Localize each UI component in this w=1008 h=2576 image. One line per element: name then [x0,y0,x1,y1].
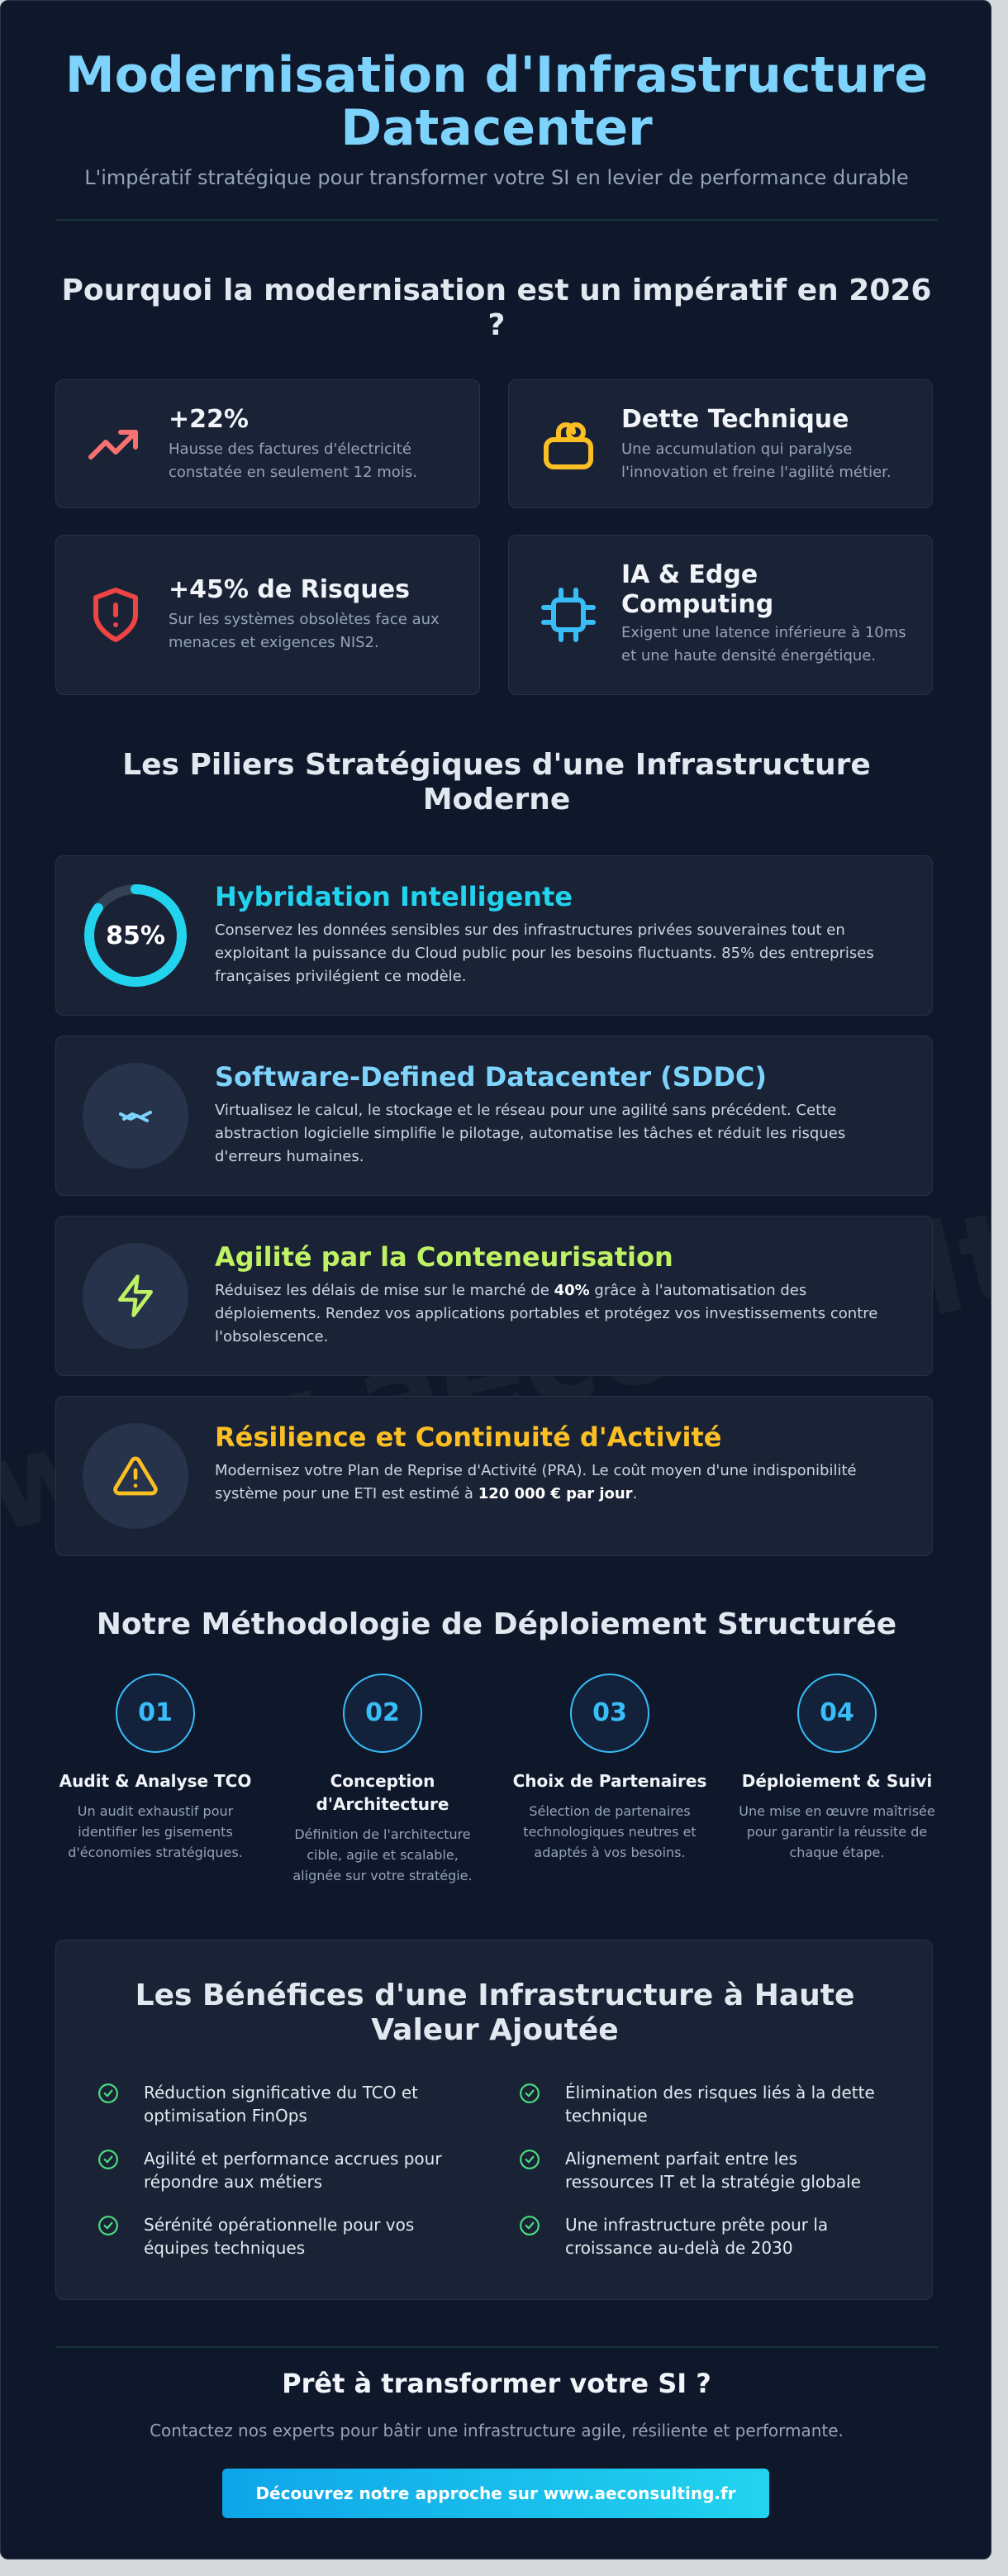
benefits-card [55,1940,933,2300]
step-desc: Un audit exhaustif pour identifier les gisements d'économies stratégiques. [68,1803,243,1860]
check-circle-icon [97,2083,119,2104]
pillar-card-hybrid [55,855,933,1016]
step-title: Déploiement & Suivi [741,1771,933,1791]
section-heading-method: Notre Méthodologie de Déploiement Structurée [96,1607,897,1641]
step-title: Choix de Partenaires [512,1771,707,1791]
step-number: 03 [570,1674,649,1753]
stat-card-tech-debt [508,379,933,508]
desc-highlight: 40% [554,1282,590,1299]
desc-text: grâce à l'automatisation des déploiements. Rendez vos applications portables et protégez vos investissements contre l'obsolescence. [215,1282,878,1345]
method-step [44,1674,267,1863]
check-circle-icon [97,2215,119,2236]
step-desc: Définition de l'architecture cible, agile et scalable, alignée sur votre stratégie. [292,1826,473,1883]
desc-text: Modernisez votre Plan de Reprise d'Activité (PRA). Le coût moyen d'une indisponibilité système pour une ETI est estimé à [215,1462,857,1502]
benefit-text: Une infrastructure prête pour la croissance au-delà de 2030 [565,2215,829,2258]
page-title: Modernisation d'Infrastructure Datacenter [64,46,929,157]
step-number: 04 [797,1674,877,1753]
step-desc: Une mise en œuvre maîtrisée pour garantir la réussite de chaque étape. [739,1803,935,1860]
stat-desc: Sur les systèmes obsolètes face aux menaces et exigences NIS2. [169,611,440,651]
pillar-icon-badge [83,1243,188,1349]
pillar-icon-badge [83,1063,188,1169]
desc-text: . [632,1485,638,1502]
pillar-card-containers [55,1216,933,1376]
benefit-item [97,2147,469,2193]
section-heading-benefits: Les Bénéfices d'une Infrastructure à Haute Valeur Ajoutée [135,1978,855,2047]
check-circle-icon [519,2215,540,2236]
stat-desc: Exigent une latence inférieure à 10ms et une haute densité énergétique. [621,624,906,664]
stat-title: +22% [169,405,249,434]
divider [55,2346,938,2348]
method-step [498,1674,721,1863]
benefit-text: Sérénité opérationnelle pour vos équipes techniques [144,2215,415,2258]
pillar-card-resilience [55,1396,933,1556]
step-title: Conception d'Architecture [316,1771,449,1814]
stat-card-electricity [55,379,480,508]
step-number: 02 [343,1674,422,1753]
method-step [271,1674,494,1886]
layers-icon [116,1096,155,1136]
pillar-title: Résilience et Continuité d'Activité [215,1421,722,1453]
stat-desc: Hausse des factures d'électricité constatée en seulement 12 mois. [169,440,417,481]
stat-card-ai-edge [508,535,933,695]
check-circle-icon [519,2083,540,2104]
benefit-item [97,2081,469,2127]
benefit-item [97,2213,469,2259]
desc-highlight: 120 000 € par jour [478,1485,633,1502]
pillar-title: Hybridation Intelligente [215,881,573,912]
benefit-text: Élimination des risques liés à la dette technique [565,2083,875,2126]
check-circle-icon [97,2149,119,2170]
lightning-icon [112,1273,159,1319]
pillar-card-sddc [55,1036,933,1196]
pillar-desc: Virtualisez le calcul, le stockage et le réseau pour une agilité sans précédent. Cette abstraction logicielle simplifie le pilotage, automatise les tâches et réduit les risques d'erreurs humaines. [215,1102,846,1165]
stat-desc: Une accumulation qui paralyse l'innovation et freine l'agilité métier. [621,440,892,481]
stat-title: Dette Technique [621,405,849,434]
section-heading-why: Pourquoi la modernisation est un impératif en 2026 ? [61,274,932,342]
benefit-text: Alignement parfait entre les ressources IT et la stratégie globale [565,2149,861,2192]
cta-title: Prêt à transformer votre SI ? [282,2368,711,2399]
cta-description: Contactez nos experts pour bâtir une infrastructure agile, résiliente et performante. [150,2421,844,2440]
benefit-item [519,2147,891,2193]
benefit-text: Réduction significative du TCO et optimisation FinOps [144,2083,418,2126]
stat-title: IA & Edge Computing [621,560,774,619]
check-circle-icon [519,2149,540,2170]
cta-button[interactable]: Découvrez notre approche sur www.aeconsulting.fr [222,2469,769,2518]
step-number: 01 [116,1674,195,1753]
trending-up-icon [86,415,145,474]
divider [55,219,938,221]
pillar-desc [215,1279,882,1349]
pillar-title: Software-Defined Datacenter (SDDC) [215,1061,768,1093]
stat-card-risks [55,535,480,695]
pillar-title: Agilité par la Conteneurisation [215,1241,673,1273]
step-title: Audit & Analyse TCO [59,1771,252,1791]
progress-ring [83,883,188,988]
puzzle-lock-icon [539,415,598,474]
benefit-item [519,2213,891,2259]
step-desc: Sélection de partenaires technologiques neutres et adaptés à vos besoins. [523,1803,697,1860]
benefit-item [519,2081,891,2127]
pillar-desc [215,1459,882,1506]
method-step [725,1674,949,1863]
section-heading-pillars: Les Piliers Stratégiques d'une Infrastructure Moderne [122,748,871,817]
warning-triangle-icon [112,1453,159,1499]
cpu-chip-icon [539,585,598,645]
shield-alert-icon [86,585,145,645]
pillar-desc: Conservez les données sensibles sur des infrastructures privées souveraines tout en exploitant la puissance du Cloud public pour les besoins fluctuants. 85% des entreprises françaises privilégient ce modèle. [215,921,874,985]
stat-title: +45% de Risques [169,575,410,604]
benefit-text: Agilité et performance accrues pour répondre aux métiers [144,2149,442,2192]
page-subtitle: L'impératif stratégique pour transformer votre SI en levier de performance durable [84,166,909,189]
progress-label: 85% [106,921,165,950]
pillar-icon-badge [83,1423,188,1529]
desc-text: Réduisez les délais de mise sur le marché de [215,1282,554,1299]
